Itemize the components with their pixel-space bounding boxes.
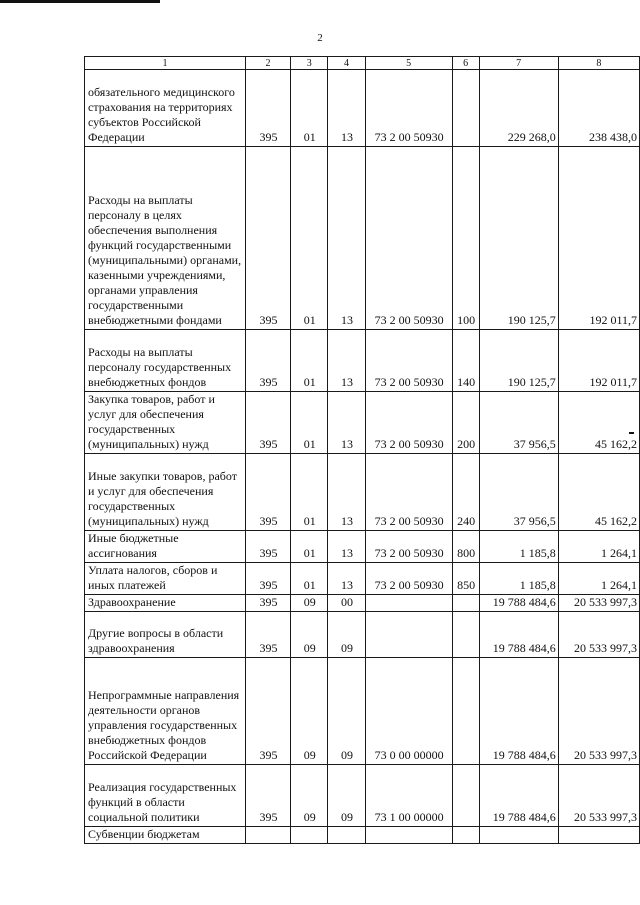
section-code: 09: [291, 595, 328, 612]
chapter-code: 395: [245, 330, 290, 392]
target-article-code: 73 2 00 50930: [365, 70, 452, 147]
target-article-code: [365, 827, 452, 844]
chapter-code: 395: [245, 454, 290, 531]
expense-type-code: [452, 70, 479, 147]
target-article-code: 73 2 00 50930: [365, 454, 452, 531]
amount-year-1: 19 788 484,6: [479, 658, 558, 765]
subsection-code: 09: [328, 612, 365, 658]
row-name: Другие вопросы в области здравоохранения: [85, 612, 246, 658]
subsection-code: 09: [328, 765, 365, 827]
table-row: [85, 595, 640, 612]
amount-year-2: 45 162,2: [558, 454, 639, 531]
chapter-code: 395: [245, 612, 290, 658]
amount-year-2: 20 533 997,3: [558, 612, 639, 658]
expense-type-code: 240: [452, 454, 479, 531]
table-row: [85, 392, 640, 454]
subsection-code: 09: [328, 658, 365, 765]
amount-year-1: 37 956,5: [479, 454, 558, 531]
column-number: 3: [291, 57, 328, 70]
amount-year-2: [558, 827, 639, 844]
amount-year-2: 1 264,1: [558, 563, 639, 595]
row-name: Непрограммные направления деятельности органов управления государственных внебюджетных фондов Российской Федерации: [85, 658, 246, 765]
table-row: [85, 330, 640, 392]
amount-year-1: 229 268,0: [479, 70, 558, 147]
section-code: 01: [291, 330, 328, 392]
row-name: Расходы на выплаты персоналу государственных внебюджетных фондов: [85, 330, 246, 392]
amount-year-1: 1 185,8: [479, 563, 558, 595]
section-code: 01: [291, 147, 328, 330]
column-number: 6: [452, 57, 479, 70]
section-code: 09: [291, 612, 328, 658]
row-name: обязательного медицинского страхования на территориях субъектов Российской Федерации: [85, 70, 246, 147]
chapter-code: 395: [245, 70, 290, 147]
column-number: 7: [479, 57, 558, 70]
target-article-code: 73 1 00 00000: [365, 765, 452, 827]
expense-type-code: 850: [452, 563, 479, 595]
subsection-code: 13: [328, 563, 365, 595]
amount-year-2: 1 264,1: [558, 531, 639, 563]
expense-type-code: 100: [452, 147, 479, 330]
amount-year-1: 190 125,7: [479, 330, 558, 392]
table-row: [85, 531, 640, 563]
chapter-code: 395: [245, 658, 290, 765]
section-code: 01: [291, 531, 328, 563]
expense-type-code: 800: [452, 531, 479, 563]
expense-type-code: 200: [452, 392, 479, 454]
row-name: Реализация государственных функций в области социальной политики: [85, 765, 246, 827]
chapter-code: 395: [245, 563, 290, 595]
subsection-code: 13: [328, 454, 365, 531]
amount-year-1: 19 788 484,6: [479, 765, 558, 827]
scan-edge-line: [0, 0, 160, 3]
chapter-code: 395: [245, 765, 290, 827]
row-name: Иные закупки товаров, работ и услуг для обеспечения государственных (муниципальных) нужд: [85, 454, 246, 531]
section-code: 01: [291, 454, 328, 531]
amount-year-1: 19 788 484,6: [479, 595, 558, 612]
section-code: 09: [291, 658, 328, 765]
row-name: Закупка товаров, работ и услуг для обеспечения государственных (муниципальных) нужд: [85, 392, 246, 454]
target-article-code: 73 2 00 50930: [365, 563, 452, 595]
budget-table: [84, 56, 640, 844]
amount-year-1: [479, 827, 558, 844]
chapter-code: 395: [245, 531, 290, 563]
amount-year-1: 19 788 484,6: [479, 612, 558, 658]
chapter-code: 395: [245, 147, 290, 330]
row-name: Уплата налогов, сборов и иных платежей: [85, 563, 246, 595]
subsection-code: 13: [328, 392, 365, 454]
target-article-code: [365, 595, 452, 612]
amount-year-1: 1 185,8: [479, 531, 558, 563]
row-name: Иные бюджетные ассигнования: [85, 531, 246, 563]
amount-year-2: 20 533 997,3: [558, 658, 639, 765]
section-code: [291, 827, 328, 844]
table-row: [85, 454, 640, 531]
page-number: 2: [317, 32, 323, 44]
amount-year-1: 190 125,7: [479, 147, 558, 330]
amount-year-2: 192 011,7: [558, 330, 639, 392]
expense-type-code: [452, 765, 479, 827]
subsection-code: 13: [328, 330, 365, 392]
expense-type-code: [452, 612, 479, 658]
target-article-code: 73 2 00 50930: [365, 392, 452, 454]
section-code: 01: [291, 392, 328, 454]
amount-year-2: 20 533 997,3: [558, 595, 639, 612]
expense-type-code: 140: [452, 330, 479, 392]
target-article-code: 73 0 00 00000: [365, 658, 452, 765]
section-code: 01: [291, 70, 328, 147]
table-row: [85, 827, 640, 844]
column-number: 1: [85, 57, 246, 70]
table-row: [85, 70, 640, 147]
expense-type-code: [452, 595, 479, 612]
target-article-code: 73 2 00 50930: [365, 147, 452, 330]
subsection-code: 13: [328, 147, 365, 330]
row-name: Расходы на выплаты персоналу в целях обеспечения выполнения функций государственными (муниципальными) органами, казенными учреждениями, органами управления государственными внебюджетными фондами: [85, 147, 246, 330]
chapter-code: 395: [245, 392, 290, 454]
section-code: 09: [291, 765, 328, 827]
table-row: [85, 612, 640, 658]
expense-type-code: [452, 658, 479, 765]
subsection-code: 13: [328, 531, 365, 563]
amount-year-2: 20 533 997,3: [558, 765, 639, 827]
row-name: Здравоохранение: [85, 595, 246, 612]
target-article-code: 73 2 00 50930: [365, 531, 452, 563]
subsection-code: 13: [328, 70, 365, 147]
subsection-code: 00: [328, 595, 365, 612]
column-number: 2: [245, 57, 290, 70]
row-name: Субвенции бюджетам: [85, 827, 246, 844]
amount-year-2: 238 438,0: [558, 70, 639, 147]
table-row: [85, 765, 640, 827]
chapter-code: 395: [245, 595, 290, 612]
table-row: [85, 658, 640, 765]
amount-year-2: 192 011,7: [558, 147, 639, 330]
amount-year-1: 37 956,5: [479, 392, 558, 454]
column-number: 4: [328, 57, 365, 70]
target-article-code: [365, 612, 452, 658]
column-number: 5: [365, 57, 452, 70]
section-code: 01: [291, 563, 328, 595]
table-row: [85, 147, 640, 330]
amount-year-2: 45 162,2: [558, 392, 639, 454]
chapter-code: [245, 827, 290, 844]
expense-type-code: [452, 827, 479, 844]
target-article-code: 73 2 00 50930: [365, 330, 452, 392]
column-numbers-row: [85, 57, 640, 70]
subsection-code: [328, 827, 365, 844]
table-row: [85, 563, 640, 595]
column-number: 8: [558, 57, 639, 70]
